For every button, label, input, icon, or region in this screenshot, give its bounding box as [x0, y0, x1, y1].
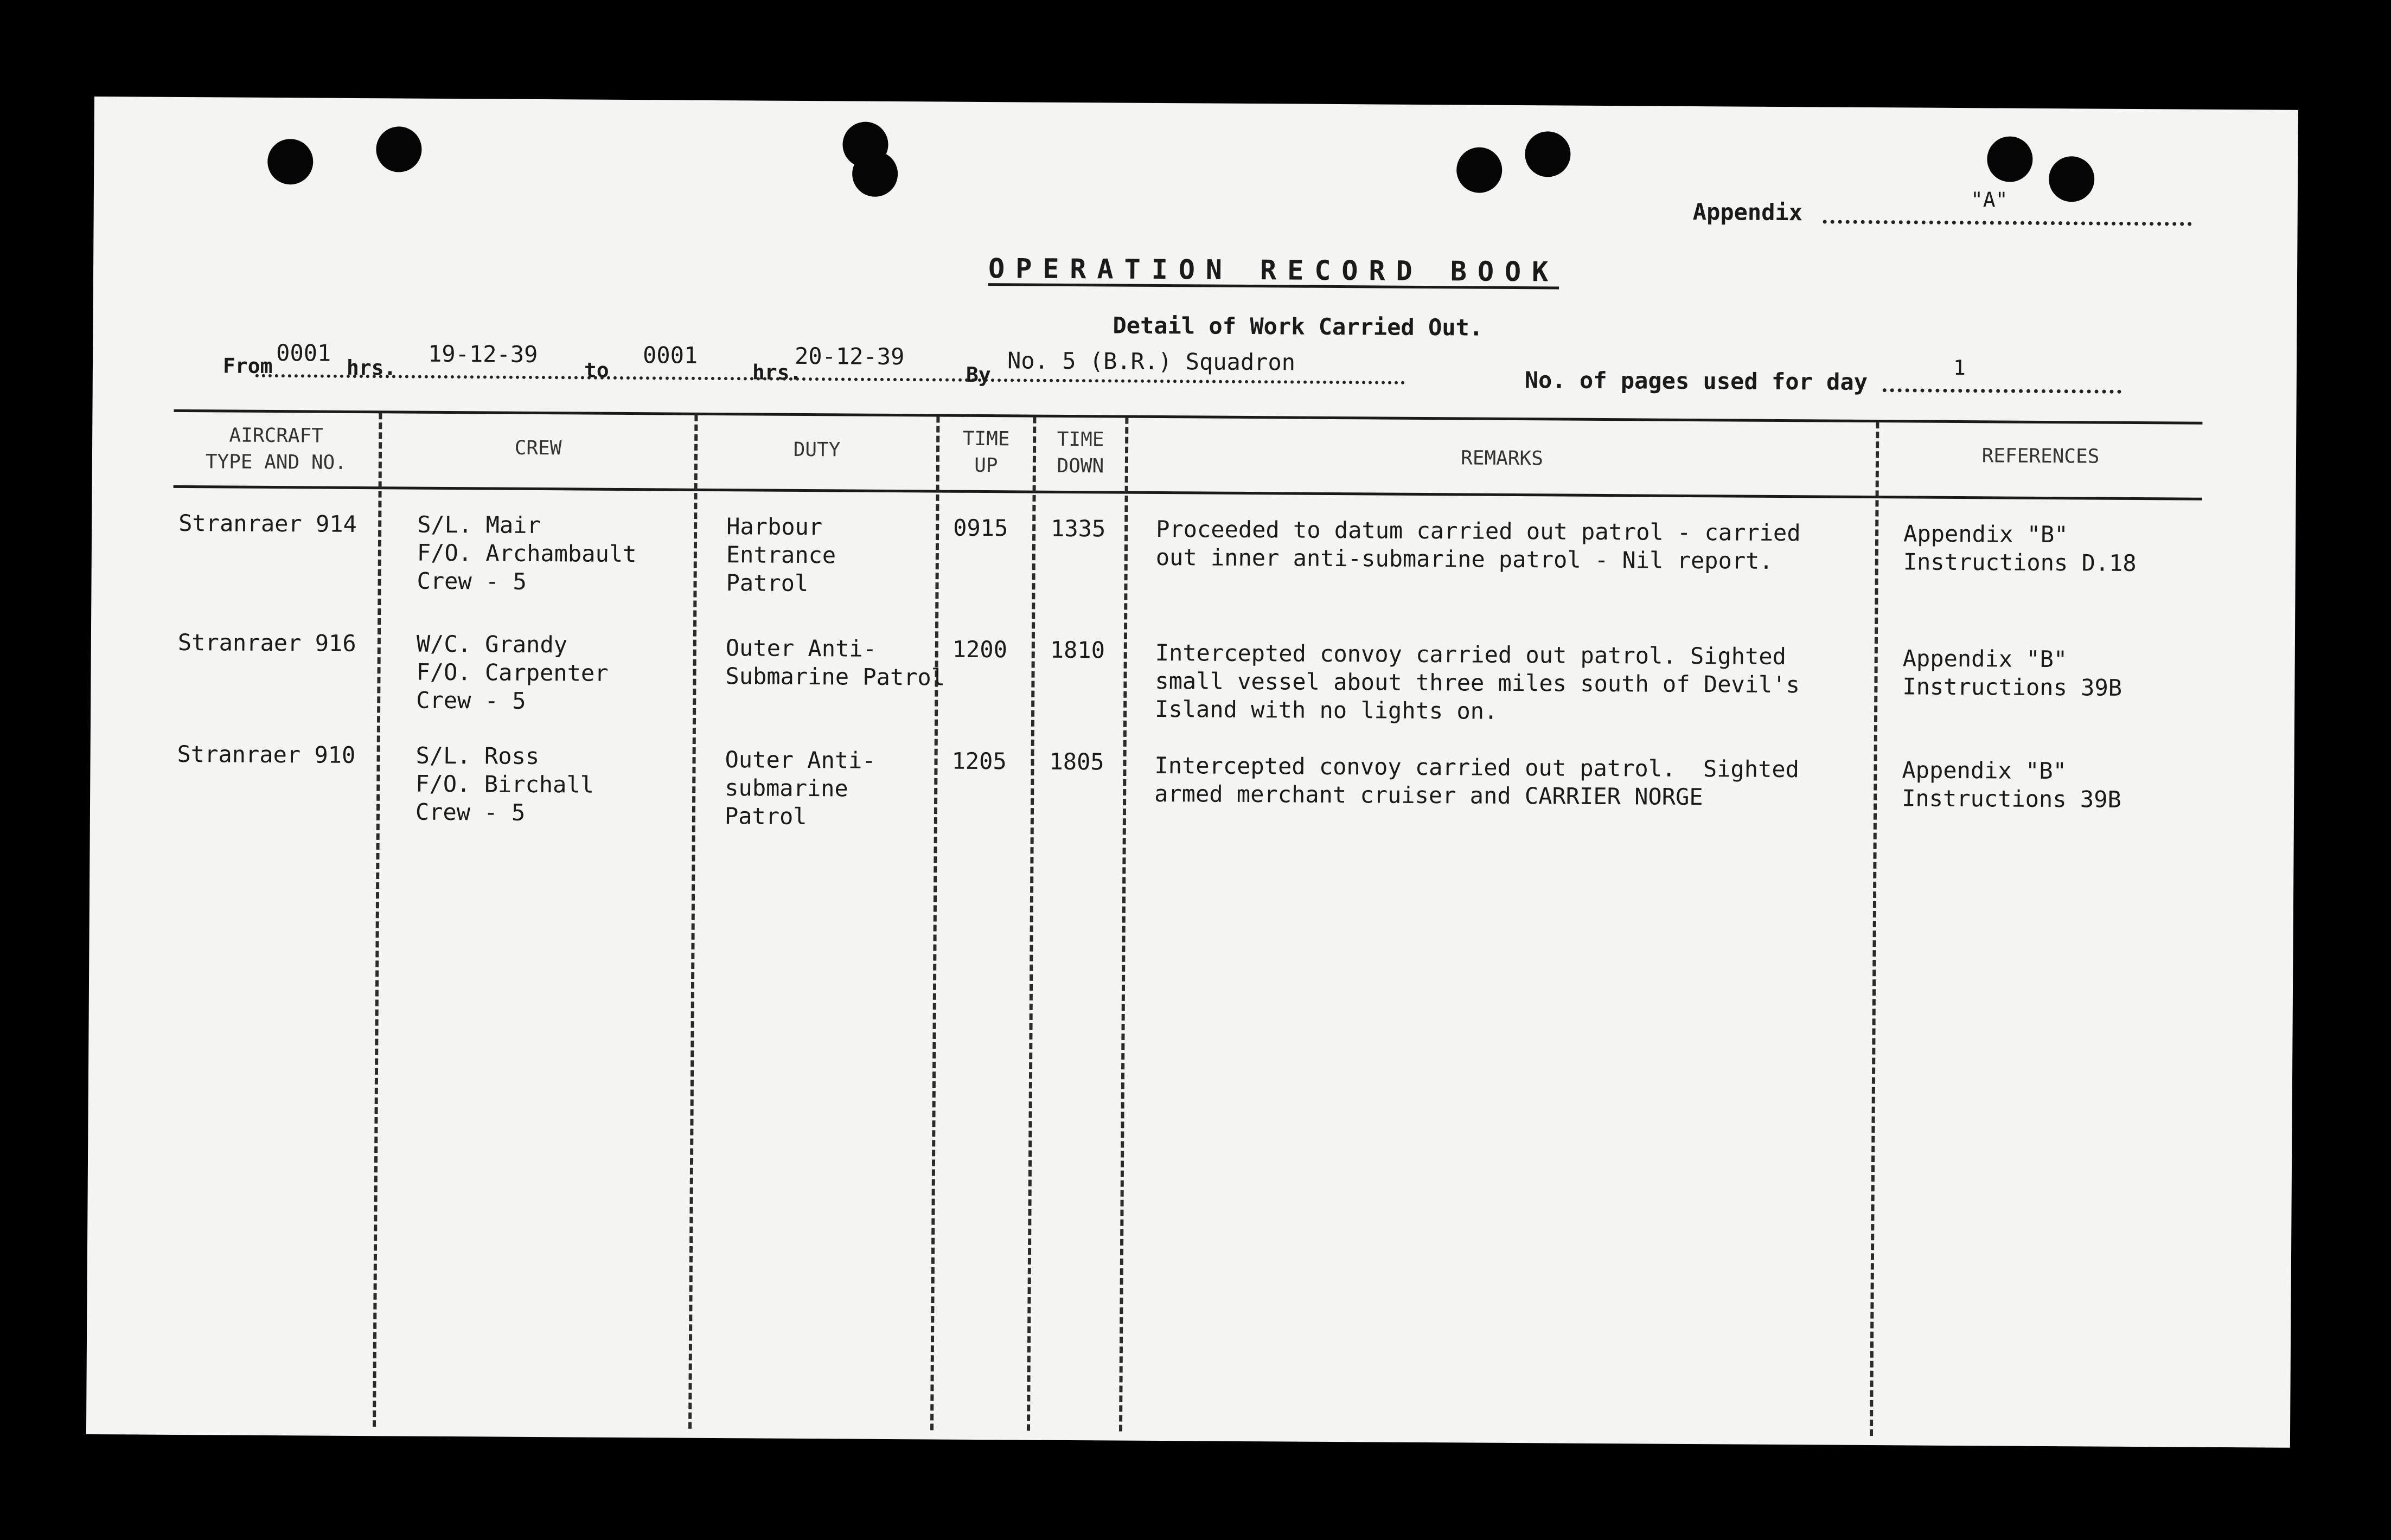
header-time-up: TIME UP [962, 427, 1010, 477]
punch-hole [376, 126, 422, 172]
column-divider [1870, 422, 1882, 1436]
by-label: By [966, 362, 991, 387]
time-up-cell: 0915 [953, 514, 1008, 542]
header-duty: DUTY [793, 438, 841, 461]
header-crew: CREW [514, 437, 562, 460]
duty-line: Harbour [726, 513, 823, 541]
punch-hole [1525, 131, 1571, 177]
header-time-down: TIME DOWN [1057, 428, 1104, 477]
punch-hole [1456, 147, 1503, 193]
time-down-cell: 1335 [1051, 515, 1106, 542]
from-time: 0001 [276, 339, 331, 367]
to-time: 0001 [642, 342, 698, 369]
pages-label: No. of pages used for day [1524, 367, 1868, 395]
header-references: REFERENCES [1981, 445, 2100, 468]
remarks-line: Proceeded to datum carried out patrol - carried [1156, 515, 1801, 547]
to-date: 20-12-39 [794, 342, 905, 370]
column-divider [930, 416, 942, 1430]
from-date: 19-12-39 [427, 340, 538, 368]
duty-line: submarine [725, 774, 848, 802]
column-divider [1119, 418, 1131, 1432]
record-sheet [86, 97, 2298, 1448]
by-value: No. 5 (B.R.) Squadron [1007, 347, 1296, 376]
hrs-label-1: hrs. [346, 355, 397, 380]
crew-line: Crew - 5 [416, 686, 526, 714]
column-divider [1027, 417, 1039, 1431]
page-title: OPERATION RECORD BOOK [988, 253, 1559, 288]
header-remarks: REMARKS [1460, 447, 1543, 470]
period-dots [255, 374, 1405, 384]
punch-hole [1987, 136, 2033, 182]
time-down-cell: 1805 [1049, 748, 1104, 775]
appendix-dots [1823, 220, 2192, 226]
column-divider [688, 415, 700, 1429]
page-subtitle: Detail of Work Carried Out. [1113, 312, 1484, 341]
crew-line: Crew - 5 [417, 567, 527, 595]
duty-line: Entrance [726, 541, 836, 569]
punch-hole [852, 151, 898, 197]
to-label: to [584, 358, 609, 382]
header-aircraft: AIRCRAFT TYPE AND NO. [205, 424, 347, 474]
crew-line: S/L. Mair [417, 511, 541, 539]
duty-line: Patrol [724, 803, 807, 830]
punch-hole [267, 139, 314, 185]
references-line: Instructions D.18 [1903, 548, 2137, 577]
crew-line: F/O. Archambault [417, 539, 637, 568]
duty-line: Outer Anti- [725, 746, 876, 774]
crew-line: S/L. Ross [415, 742, 540, 770]
remarks-line: Intercepted convoy carried out patrol. Sighted [1155, 639, 1787, 670]
references-line: Appendix "B" [1902, 645, 2068, 673]
time-up-cell: 1200 [952, 636, 1008, 663]
duty-line: Submarine Patrol [725, 663, 945, 691]
references-line: Instructions 39B [1902, 673, 2123, 701]
crew-line: F/O. Birchall [415, 770, 594, 798]
remarks-line: small vessel about three miles south of Devil's [1155, 667, 1800, 698]
time-up-cell: 1205 [951, 747, 1007, 775]
crew-line: W/C. Grandy [416, 630, 568, 658]
table-header-rule [174, 485, 2202, 501]
remarks-line: out inner anti-submarine patrol - Nil report. [1155, 543, 1773, 574]
aircraft-cell: Stranraer 910 [177, 740, 356, 768]
aircraft-cell: Stranraer 916 [177, 628, 356, 657]
appendix-label: Appendix [1692, 198, 1803, 226]
pages-dots [1883, 388, 2121, 394]
pages-value: 1 [1953, 355, 1966, 380]
table-top-rule [174, 409, 2202, 425]
hrs-label-2: hrs. [752, 360, 802, 384]
from-label: From [222, 354, 273, 378]
crew-line: Crew - 5 [415, 798, 526, 826]
appendix-value: "A" [1970, 188, 2008, 212]
duty-line: Outer Anti- [725, 634, 877, 662]
remarks-line: Intercepted convoy carried out patrol. Sighted [1154, 752, 1800, 783]
column-divider [373, 413, 385, 1427]
crew-line: F/O. Carpenter [416, 658, 609, 686]
time-down-cell: 1810 [1050, 636, 1105, 664]
references-line: Appendix "B" [1903, 520, 2068, 548]
duty-line: Patrol [726, 569, 809, 597]
remarks-line: armed merchant cruiser and CARRIER NORGE [1154, 780, 1703, 811]
remarks-line: Island with no lights on. [1154, 695, 1498, 724]
references-line: Instructions 39B [1902, 785, 2121, 813]
punch-hole [2049, 156, 2095, 202]
aircraft-cell: Stranraer 914 [178, 509, 357, 537]
references-line: Appendix "B" [1902, 756, 2067, 785]
